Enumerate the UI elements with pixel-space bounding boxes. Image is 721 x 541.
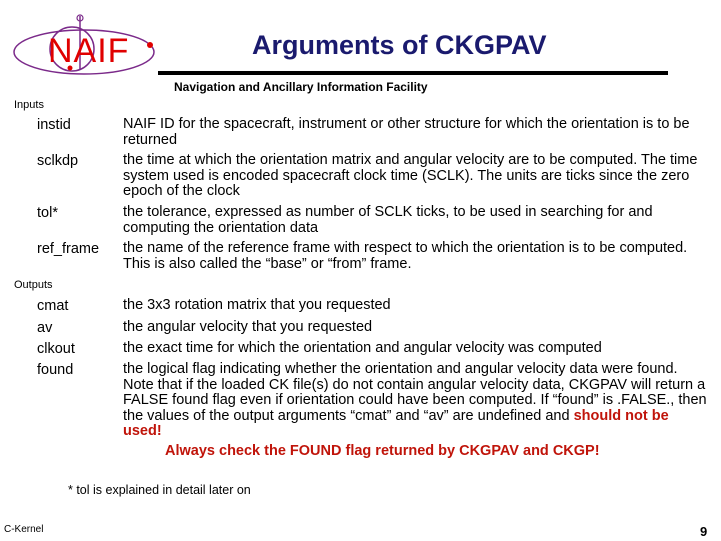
page-title: Arguments of CKGPAV: [252, 30, 547, 60]
found-desc-emphasis: should not be used!: [123, 407, 669, 439]
input-term-sclkdp: sclkdp: [37, 153, 79, 169]
output-desc-clkout: the exact time for which the orientation and angular velocity was computed: [123, 340, 602, 356]
output-desc-found: [123, 362, 708, 440]
input-desc-sclkdp: the time at which the orientation matrix and angular velocity are to be computed. The time system used is encoded spacecraft clock time (SCLK). The units are ticks since the zero epoch of the clock: [123, 152, 698, 199]
outputs-label: Outputs: [14, 279, 53, 291]
output-term-clkout: clkout: [37, 341, 75, 357]
page-subtitle: Navigation and Ancillary Information Facility: [174, 80, 428, 94]
page-number: 9: [700, 524, 708, 539]
input-desc-ref-frame: the name of the reference frame with respect to which the orientation is to be computed. This is also called the “base” or “from” frame.: [123, 240, 688, 272]
footer-label: C-Kernel: [4, 524, 44, 535]
inputs-label: Inputs: [14, 99, 44, 111]
input-term-tol: tol*: [37, 205, 58, 221]
output-term-found: found: [37, 362, 74, 378]
input-term-instid: instid: [37, 117, 71, 133]
logo-text: NAIF: [48, 32, 130, 70]
naif-logo: [8, 10, 168, 85]
input-desc-tol: the tolerance, expressed as number of SCLK ticks, to be used in searching for and computing the orientation data: [123, 204, 653, 236]
output-term-av: av: [37, 320, 53, 336]
found-desc-text: the logical flag indicating whether the orientation and angular velocity data were found. Note that if the loaded CK file(s) do not contain angular velocity data, CKGPAV will return a FALSE found flag even if orientation could have been computed. If “found” is .FALSE., then the values of the output arguments “cmat” and “av” are undefined and: [123, 361, 707, 424]
found-flag-warning: Always check the FOUND flag returned by CKGPAV and CKGP!: [165, 443, 600, 459]
output-desc-av: the angular velocity that you requested: [123, 319, 373, 335]
output-desc-cmat: the 3x3 rotation matrix that you requested: [123, 297, 391, 313]
output-term-cmat: cmat: [37, 298, 69, 314]
input-term-ref-frame: ref_frame: [37, 241, 100, 257]
footnote: * tol is explained in detail later on: [68, 483, 251, 497]
title-rule: [158, 71, 668, 75]
input-desc-instid: NAIF ID for the spacecraft, instrument or other structure for which the orientation is to be returned: [123, 116, 690, 148]
